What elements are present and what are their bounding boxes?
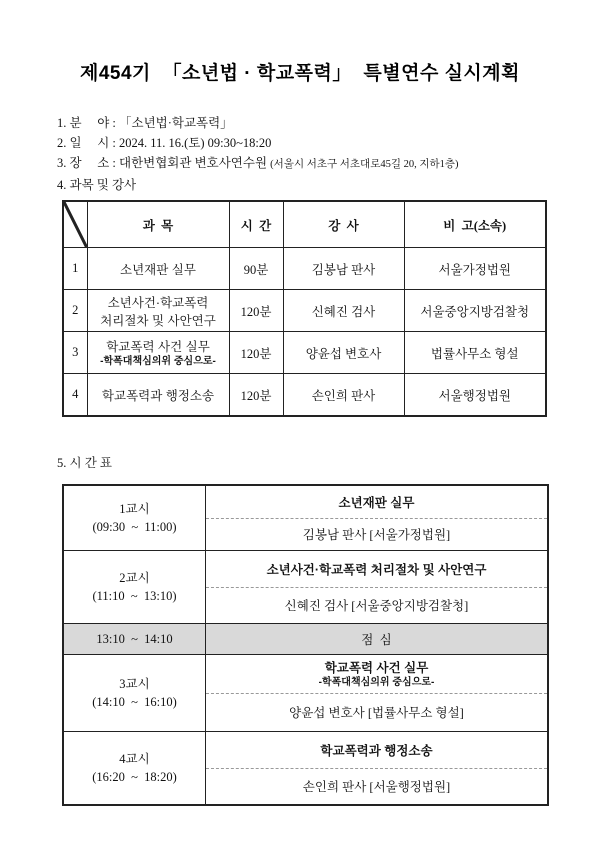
cell-remark: 서울행정법원 bbox=[404, 374, 546, 417]
course-row-2 bbox=[63, 290, 546, 332]
period-label: 1교시 bbox=[119, 502, 150, 516]
period-label: 3교시 bbox=[119, 677, 150, 691]
timetable-row-lunch bbox=[64, 623, 547, 654]
session-title: 소년사건·학교폭력 처리절차 및 사안연구 bbox=[206, 551, 547, 588]
cell-lecturer: 신혜진 검사 bbox=[283, 290, 404, 332]
cell-no: 3 bbox=[63, 332, 87, 374]
period-cell bbox=[64, 655, 206, 731]
session-title bbox=[206, 655, 547, 694]
subject-line-1: 소년사건·학교폭력 bbox=[107, 295, 209, 310]
cell-remark: 서울중앙지방검찰청 bbox=[404, 290, 546, 332]
cell-time: 120분 bbox=[229, 290, 283, 332]
cell-remark: 법률사무소 형설 bbox=[404, 332, 546, 374]
period-time: (14:10 ~ 16:10) bbox=[92, 695, 177, 709]
timetable-row-period4 bbox=[64, 731, 547, 804]
subject-line-2: 처리절차 및 사안연구 bbox=[100, 313, 216, 328]
timetable-row-period3 bbox=[64, 654, 547, 731]
cell-no: 2 bbox=[63, 290, 87, 332]
session-title-sub: -학폭대책심의위 중심으로- bbox=[318, 677, 435, 689]
period-label: 2교시 bbox=[119, 571, 150, 585]
course-row-3 bbox=[63, 332, 546, 374]
section4-heading: 4. 과목 및 강사 bbox=[57, 178, 137, 192]
cell-time: 120분 bbox=[229, 374, 283, 417]
section5-heading: 5. 시 간 표 bbox=[57, 456, 112, 470]
cell-time: 90분 bbox=[229, 248, 283, 290]
header-subject: 과 목 bbox=[87, 201, 229, 248]
session-cell bbox=[206, 732, 547, 804]
info-place bbox=[57, 153, 600, 175]
cell-remark: 서울가정법원 bbox=[404, 248, 546, 290]
period-cell bbox=[64, 732, 206, 804]
session-cell bbox=[206, 486, 547, 550]
session-lecturer: 신혜진 검사 [서울중앙지방검찰청] bbox=[284, 599, 469, 614]
header-time: 시 간 bbox=[229, 201, 283, 248]
course-row-1 bbox=[63, 248, 546, 290]
cell-no: 1 bbox=[63, 248, 87, 290]
cell-lecturer: 양윤섭 변호사 bbox=[283, 332, 404, 374]
timetable bbox=[62, 484, 549, 806]
course-table bbox=[62, 200, 547, 417]
document-title: 제454기 「소년법 · 학교폭력」 특별연수 실시계획 bbox=[80, 63, 520, 84]
cell-no: 4 bbox=[63, 374, 87, 417]
info-field: 1. 분 야 : 「소년법·학교폭력」 bbox=[57, 116, 233, 130]
timetable-row-period1 bbox=[64, 486, 547, 550]
period-time: (11:10 ~ 13:10) bbox=[92, 589, 177, 603]
info-list bbox=[57, 113, 600, 195]
session-cell bbox=[206, 655, 547, 731]
cell-subject bbox=[87, 290, 229, 332]
diagonal-cell bbox=[63, 201, 87, 248]
session-title-main: 학교폭력 사건 실무 bbox=[324, 661, 429, 676]
period-time: (16:20 ~ 18:20) bbox=[92, 770, 177, 784]
info-datetime: 2. 일 시 : 2024. 11. 16.(토) 09:30~18:20 bbox=[57, 136, 272, 150]
session-lecturer: 손인희 판사 [서울행정법원] bbox=[302, 780, 451, 795]
cell-time: 120분 bbox=[229, 332, 283, 374]
period-time: (09:30 ~ 11:00) bbox=[92, 520, 177, 534]
info-place-note: (서울시 서초구 서초대로45길 20, 지하1층) bbox=[270, 159, 459, 170]
header-remark: 비 고(소속) bbox=[404, 201, 546, 248]
session-title: 학교폭력과 행정소송 bbox=[206, 732, 547, 769]
period-cell bbox=[64, 486, 206, 550]
session-title: 소년재판 실무 bbox=[206, 486, 547, 519]
cell-subject: 소년재판 실무 bbox=[87, 248, 229, 290]
cell-lecturer: 김봉남 판사 bbox=[283, 248, 404, 290]
session-cell bbox=[206, 551, 547, 623]
timetable-row-period2 bbox=[64, 550, 547, 623]
subject-subnote: -학폭대책심의위 중심으로- bbox=[100, 356, 216, 367]
period-label: 4교시 bbox=[119, 752, 150, 766]
cell-subject bbox=[87, 332, 229, 374]
course-table-header-row bbox=[63, 201, 546, 248]
lunch-time-cell: 13:10 ~ 14:10 bbox=[64, 624, 206, 654]
diagonal-line-icon bbox=[64, 202, 87, 247]
subject-line-1: 학교폭력 사건 실무 bbox=[106, 340, 210, 354]
cell-lecturer: 손인희 판사 bbox=[283, 374, 404, 417]
cell-subject: 학교폭력과 행정소송 bbox=[87, 374, 229, 417]
session-lecturer: 김봉남 판사 [서울가정법원] bbox=[302, 528, 451, 543]
period-cell bbox=[64, 551, 206, 623]
header-lecturer: 강 사 bbox=[283, 201, 404, 248]
lunch-label: 점 심 bbox=[361, 633, 392, 647]
session-lecturer: 양윤섭 변호사 [법률사무소 형설] bbox=[289, 706, 464, 721]
info-place-main: 3. 장 소 : 대한변협회관 변호사연수원 bbox=[57, 156, 271, 170]
course-row-4 bbox=[63, 374, 546, 417]
